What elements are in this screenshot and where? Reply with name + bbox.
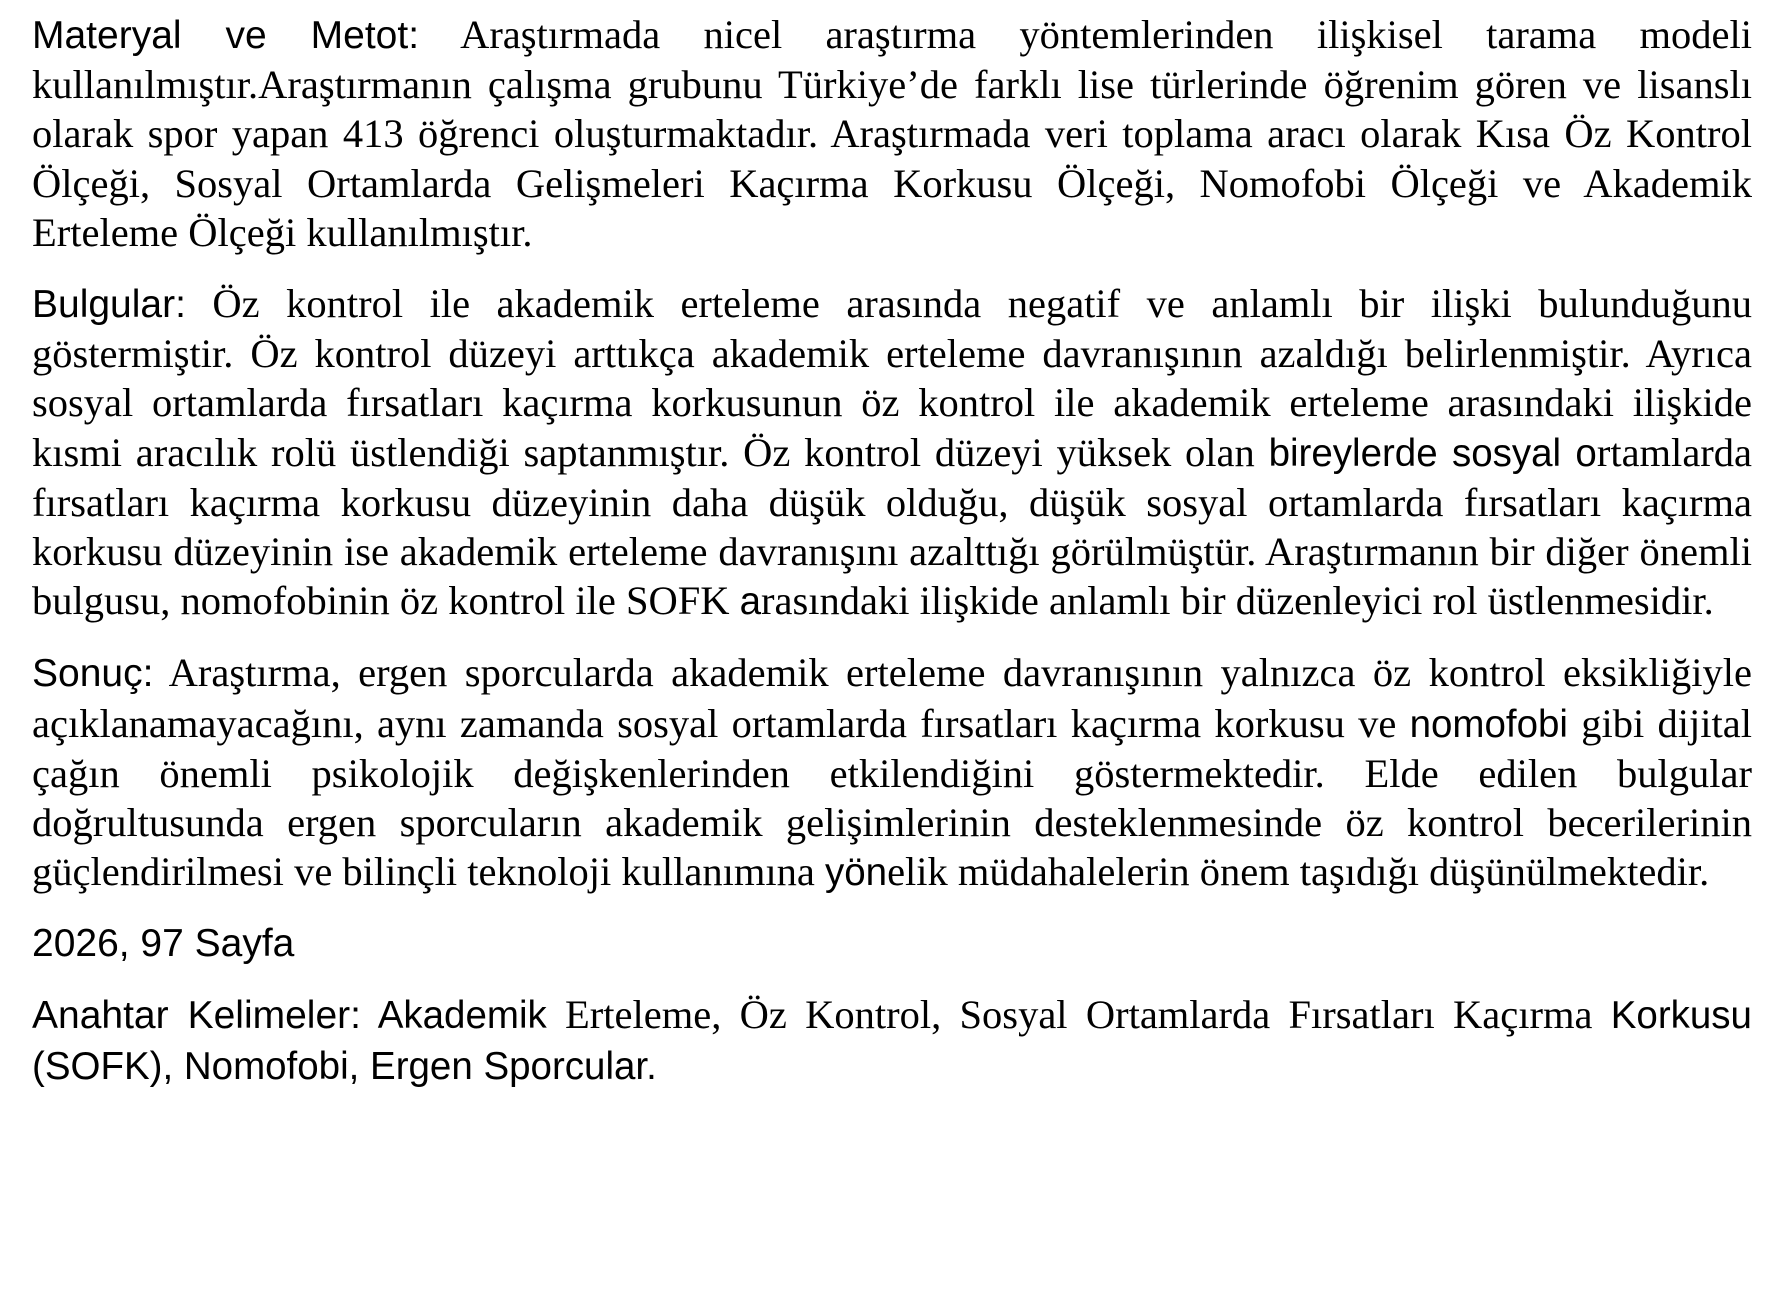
keywords-heading: Anahtar Kelimeler: <box>32 994 361 1038</box>
methods-text: Araştırmada nicel araştırma yöntemlerinden ilişkisel tarama modeli kullanılmıştır.Araştırmanın çalışma grubunu Türkiye’de farklı lise türlerinde öğrenim gören ve lisanslı olarak spor yapan 413 öğrenci oluşturmaktadır. Araştırmada veri toplama aracı olarak Kısa Öz Kontrol Ölçeği, Sosyal Ortamlarda Gelişmeleri Kaçırma Korkusu Ölçeği, Nomofobi Ölçeği ve Akademik Erteleme Ölçeği kullanılmıştır. <box>32 12 1752 255</box>
findings-heading: Bulgular: <box>32 283 186 327</box>
keywords-sans-tail: Korkusu (SOFK), Nomofobi, Ergen Sporcular. <box>32 994 1752 1088</box>
findings-sans-run-2: a <box>739 580 762 624</box>
abstract-page <box>32 10 1752 1091</box>
conclusion-text-2: gibi dijital çağın önemli psikolojik değişkenlerinden etkilendiğini göstermektedir. Elde edilen bulgular doğrultusunda ergen sporcuların akademik gelişimlerinin desteklenmesinde öz kontrol becerilerinin güçlendirilmesi ve bilinçli teknoloji kullanımına <box>32 700 1752 895</box>
conclusion-text-3: elik müdahalelerin önem taşıdığı düşünülmektedir. <box>887 849 1710 895</box>
findings-paragraph <box>32 279 1752 626</box>
findings-text-3: rasındaki ilişkide anlamlı bir düzenleyici rol üstlenmesidir. <box>761 578 1714 624</box>
year-pages: 2026, 97 Sayfa <box>32 922 295 966</box>
findings-text-1: Öz kontrol ile akademik erteleme arasında negatif ve anlamlı bir ilişki bulunduğunu göstermiştir. Öz kontrol düzeyi arttıkça akademik erteleme davranışının azaldığı belirlenmiştir. Ayrıca sosyal ortamlarda fırsatları kaçırma korkusunun öz kontrol ile akademik erteleme arasındaki ilişkide kısmi aracılık rolü üstlendiği saptanmıştır. Öz kontrol düzeyi yüksek olan <box>32 281 1752 475</box>
conclusion-heading: Sonuç: <box>32 652 154 696</box>
keywords-text-1: Erteleme, Öz Kontrol, Sosyal Ortamlarda Fırsatları Kaçırma <box>546 992 1611 1038</box>
keywords-sans-lead: Akademik <box>360 994 547 1038</box>
conclusion-text-1: Araştırma, ergen sporcularda akademik erteleme davranışının yalnızca öz kontrol eksikliğiyle açıklanamayacağını, aynı zamanda sosyal ortamlarda fırsatları kaçırma korkusu ve <box>32 650 1752 746</box>
methods-paragraph <box>32 10 1752 257</box>
findings-sans-run: bireylerde sosyal o <box>1268 431 1597 475</box>
methods-heading: Materyal ve Metot: <box>32 14 420 57</box>
findings-text-2: rtamlarda fırsatları kaçırma korkusu düzeyinin daha düşük olduğu, düşük sosyal ortamlarda fırsatları kaçırma korkusu düzeyinin ise akademik erteleme davranışını azalttığı görülmüştür. Araştırmanın bir diğer önemli bulgusu, nomofobinin öz kontrol ile SOFK <box>32 429 1753 624</box>
keywords-paragraph <box>32 990 1752 1090</box>
conclusion-sans-run-2: yön <box>824 851 888 895</box>
conclusion-sans-run: nomofobi <box>1409 702 1568 746</box>
conclusion-paragraph <box>32 648 1752 897</box>
